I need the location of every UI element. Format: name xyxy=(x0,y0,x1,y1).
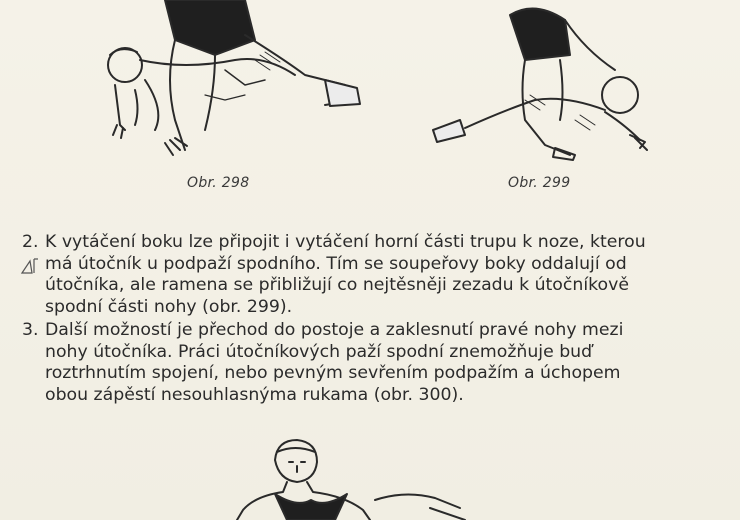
list-item xyxy=(22,320,722,406)
paragraph-line: útočníka, ale ramena se přibližují co nejtěsněji zezadu k útočníkově xyxy=(45,275,629,295)
figure-299-caption: Obr. 299 xyxy=(508,175,571,191)
figure-298-caption: Obr. 298 xyxy=(187,175,250,191)
list-item-number: 2. xyxy=(22,232,39,252)
figure-298-illustration xyxy=(95,0,365,165)
list-item xyxy=(22,232,722,318)
paragraph-line: obou zápěstí nesouhlasnýma rukama (obr. 300). xyxy=(45,384,464,405)
paragraph-line: nohy útočníka. Práci útočníkových paží spodní znemožňuje buď xyxy=(45,341,593,362)
figure-300-illustration xyxy=(235,438,495,520)
paragraph-line: spodní části nohy (obr. 299). xyxy=(45,296,293,317)
list-item-number: 3. xyxy=(22,320,39,340)
figure-299-illustration xyxy=(425,0,655,165)
paragraph-line: K vytáčení boku lze připojit i vytáčení horní části trupu k noze, kterou xyxy=(45,232,646,252)
paragraph-line: Další možností je přechod do postoje a zaklesnutí pravé nohy mezi xyxy=(45,320,624,340)
paragraph-line: roztrhnutím spojení, nebo pevným sevřením podpažím a úchopem xyxy=(45,363,621,383)
paragraph-line: má útočník u podpaží spodního. Tím se soupeřovy boky oddalují od xyxy=(45,253,627,274)
